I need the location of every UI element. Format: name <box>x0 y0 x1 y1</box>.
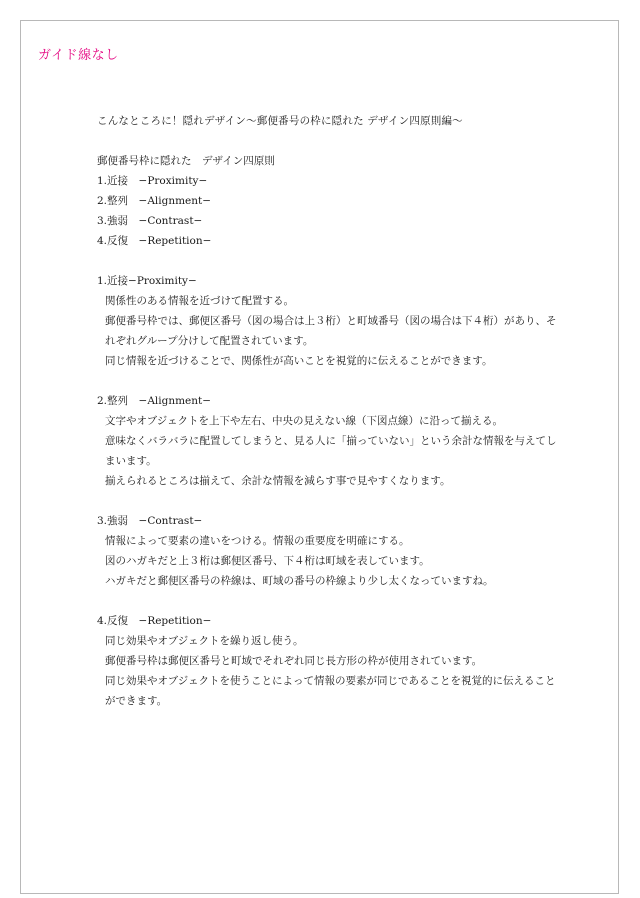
section-text: 図のハガキだと上３桁は郵便区番号、下４桁は町域を表しています。 <box>105 555 430 567</box>
overview-item: 4.反復 −Repetition− <box>97 235 212 247</box>
section-text: 関係性のある情報を近づけて配置する。 <box>105 295 294 307</box>
section-heading: 2.整列 −Alignment− <box>97 395 212 407</box>
section-text: 情報によって要素の違いをつける。情報の重要度を明確にする。 <box>105 535 410 547</box>
document-body <box>97 111 557 711</box>
section-text: 揃えられるところは揃えて、余計な情報を減らす事で見やすくなります。 <box>105 475 451 487</box>
document-title: こんなところに！隠れデザイン〜郵便番号の枠に隠れた デザイン四原則編〜 <box>97 115 463 127</box>
section-text: 意味なくバラバラに配置してしまうと、見る人に「揃っていない」という余計な情報を与えてしまいます。 <box>105 435 557 467</box>
section-text: 同じ効果やオブジェクトを使うことによって情報の要素が同じであることを視覚的に伝えることができます。 <box>105 675 556 707</box>
overview-item: 2.整列 −Alignment− <box>97 195 212 207</box>
section-heading: 1.近接−Proximity− <box>97 275 197 287</box>
overview-heading: 郵便番号枠に隠れた デザイン四原則 <box>97 155 275 167</box>
section-text: 郵便番号枠では、郵便区番号（図の場合は上３桁）と町域番号（図の場合は下４桁）があり、それぞれグループ分けして配置されています。 <box>105 315 557 347</box>
guide-tag: ガイド線なし <box>38 48 119 63</box>
overview-item: 3.強弱 −Contrast− <box>97 215 203 227</box>
section-text: ハガキだと郵便区番号の枠線は、町域の番号の枠線より少し太くなっていますね。 <box>105 575 494 587</box>
section-heading: 4.反復 −Repetition− <box>97 615 212 627</box>
overview-item: 1.近接 −Proximity− <box>97 175 208 187</box>
section-text: 文字やオブジェクトを上下や左右、中央の見えない線（下図点線）に沿って揃える。 <box>105 415 504 427</box>
section-heading: 3.強弱 −Contrast− <box>97 515 203 527</box>
section-text: 同じ情報を近づけることで、関係性が高いことを視覚的に伝えることができます。 <box>105 355 493 367</box>
section-text: 同じ効果やオブジェクトを繰り返し使う。 <box>105 635 304 647</box>
section-text: 郵便番号枠は郵便区番号と町域でそれぞれ同じ長方形の枠が使用されています。 <box>105 655 483 667</box>
